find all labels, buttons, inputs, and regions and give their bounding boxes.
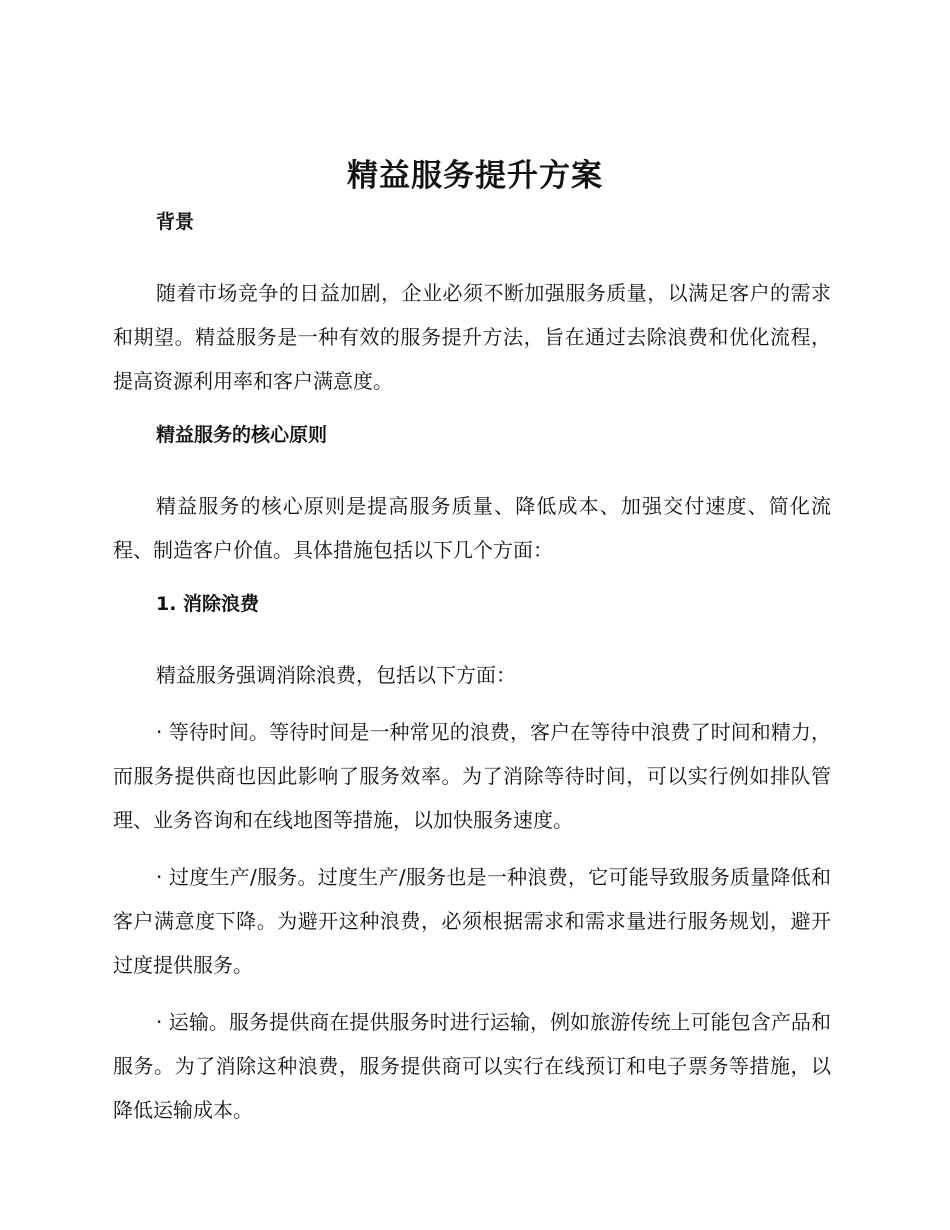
- document-title: 精益服务提升方案: [347, 158, 603, 194]
- paragraph-background: 随着市场竞争的日益加剧，企业必须不断加强服务质量，以满足客户的需求和期望。精益服务是一种有效的服务提升方法，旨在通过去除浪费和优化流程，提高资源利用率和客户满意度。: [113, 281, 831, 393]
- section-heading-eliminate-waste: 1. 消除浪费: [156, 593, 260, 615]
- paragraph-eliminate-waste-intro: 精益服务强调消除浪费，包括以下方面：: [156, 663, 516, 687]
- section-heading-principles: 精益服务的核心原则: [156, 424, 328, 446]
- bullet-item-transport: · 运输。服务提供商在提供服务时进行运输，例如旅游传统上可能包含产品和服务。为了消除这种浪费，服务提供商可以实行在线预订和电子票务等措施，以降低运输成本。: [113, 1010, 831, 1122]
- section-heading-background: 背景: [156, 211, 195, 233]
- document-body: [113, 204, 831, 1132]
- bullet-item-overproduction: · 过度生产/服务。过度生产/服务也是一种浪费，它可能导致服务质量降低和客户满意度下降。为避开这种浪费，必须根据需求和需求量进行服务规划，避开过度提供服务。: [113, 865, 831, 977]
- bullet-item-waiting-time: · 等待时间。等待时间是一种常见的浪费，客户在等待中浪费了时间和精力，而服务提供商也因此影响了服务效率。为了消除等待时间，可以实行例如排队管理、业务咨询和在线地图等措施，以加快服务速度。: [113, 720, 831, 832]
- paragraph-principles: 精益服务的核心原则是提高服务质量、降低成本、加强交付速度、简化流程、制造客户价值。具体措施包括以下几个方面：: [113, 494, 831, 562]
